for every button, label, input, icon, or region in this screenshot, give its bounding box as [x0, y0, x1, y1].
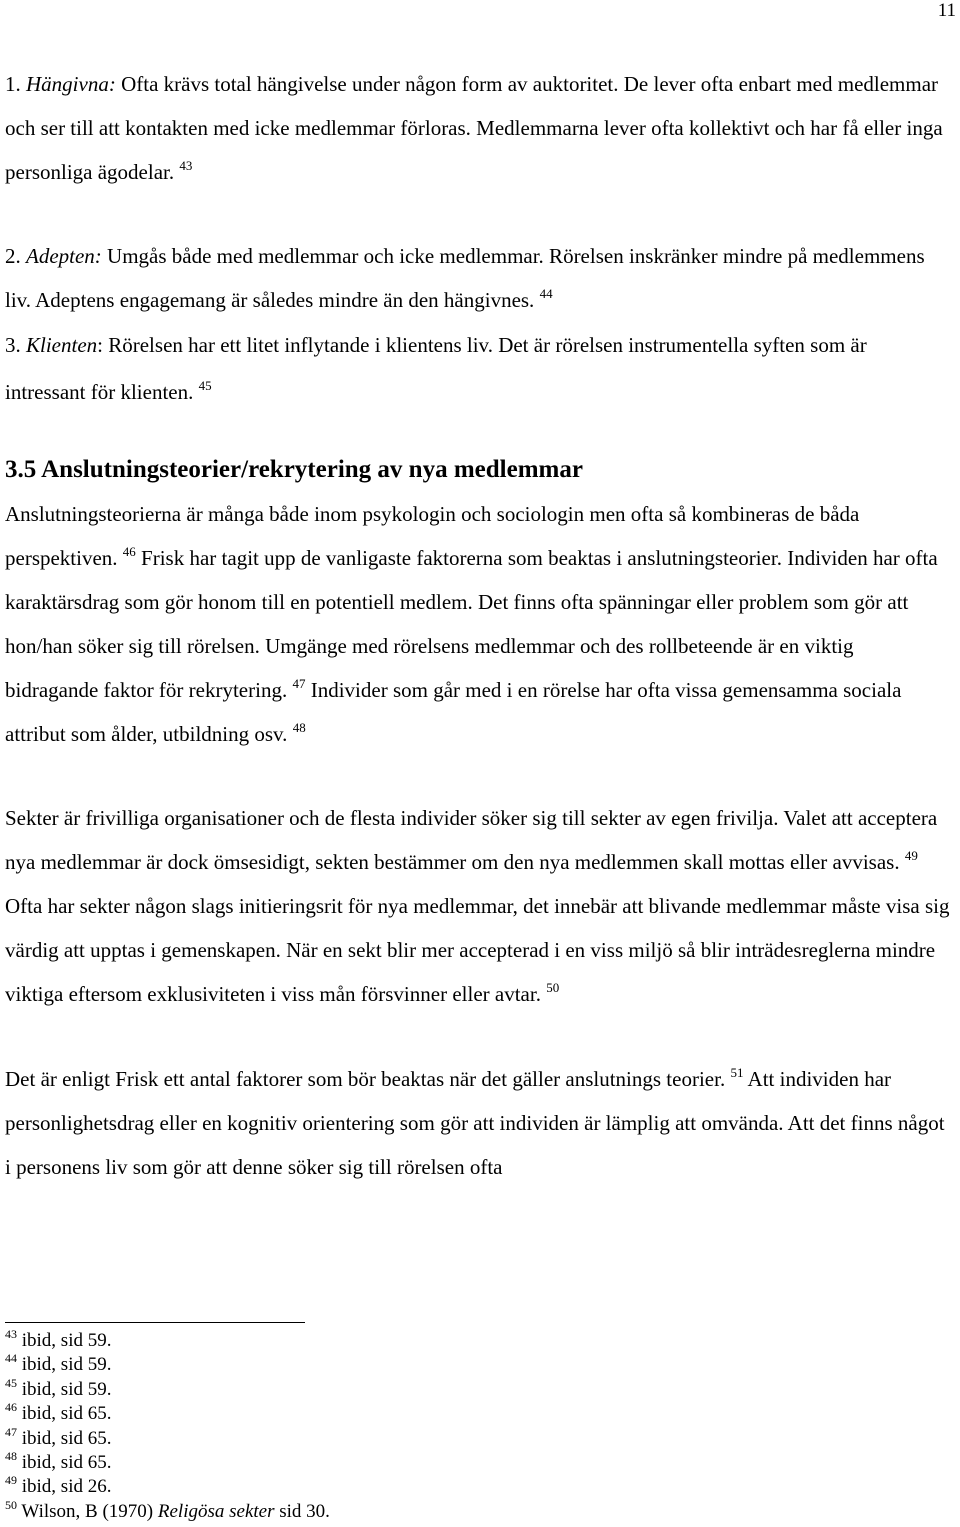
- footnotes: [5, 1322, 905, 1524]
- book-title: Religösa sekter: [157, 1500, 275, 1522]
- footnote-divider: [5, 1322, 305, 1323]
- paragraph: Sekter är frivilliga organisationer och de flesta individer söker sig till sekter av egen frivilja. Valet att acceptera nya medlemmar är dock ömsesidigt, sekten bestämmer om den nya medlemmen skall mottas eller avvisas. $^{49}$ Ofta har sekter någon slags initieringsrit för nya medlemmar, det innebär att blivande medlemmar måste visa sig värdig att upptas i gemenskapen. När en sekt blir mer accepterad i en viss miljö så blir inträdesreglerna mindre viktiga eftersom exklusiviteten i viss mån försvinner eller avtar. $^{50}$: [5, 806, 950, 1006]
- footnote-ref[interactable]: 51: [730, 1065, 744, 1080]
- footnote-ref[interactable]: 49: [904, 848, 918, 863]
- list-item-2: [5, 234, 950, 322]
- footnote-ref[interactable]: 44: [539, 286, 553, 301]
- paragraph: Det är enligt Frisk ett antal faktorer som bör beaktas när det gäller anslutnings teorier. $^{51}$ Att individen har personlighetsdrag eller en kognitiv orientering som gör att individen är lämplig att omvända. Att det finns något i personens liv som gör att denne söker sig till rörelsen ofta: [5, 1065, 945, 1179]
- footnote: $^{43}$ ibid, sid 59.: [5, 1327, 112, 1351]
- section-heading: 3.5 Anslutningsteorier/rekrytering av nya medlemmar: [5, 456, 583, 483]
- footnote-ref[interactable]: 46: [122, 544, 136, 559]
- footnote-ref[interactable]: 48: [292, 720, 306, 735]
- list-term: Hängivna:: [26, 72, 116, 96]
- footnote-ref[interactable]: 43: [179, 158, 193, 173]
- footnote: $^{50}$ Wilson, B (1970) Religösa sekter sid 30.: [5, 1497, 330, 1522]
- footnote: $^{44}$ ibid, sid 59.: [5, 1351, 112, 1376]
- footnote: $^{48}$ ibid, sid 65.: [5, 1449, 112, 1474]
- document-body: [5, 62, 950, 1189]
- footnote-ref[interactable]: 47: [292, 676, 306, 691]
- list-term: Klienten: [26, 333, 98, 357]
- list-text: : Rörelsen har ett litet inflytande i klientens liv. Det är rörelsen instrumentella syften som är intressant för klienten.: [5, 333, 867, 404]
- footnote-ref[interactable]: 45: [198, 378, 212, 393]
- list-term: Adepten:: [26, 244, 102, 268]
- footnote-ref[interactable]: 50: [546, 980, 560, 995]
- list-number: 1.: [5, 72, 21, 96]
- list-text: Umgås både med medlemmar och icke medlemmar. Rörelsen inskränker mindre på medlemmens liv. Adeptens engagemang är således mindre än den hängivnes.: [5, 244, 925, 312]
- footnote: $^{45}$ ibid, sid 59.: [5, 1375, 112, 1400]
- list-number: 2.: [5, 244, 21, 268]
- footnote: $^{46}$ ibid, sid 65.: [5, 1400, 112, 1425]
- footnote: $^{47}$ ibid, sid 65.: [5, 1424, 112, 1449]
- page-number: 11: [937, 0, 956, 21]
- list-text: Ofta krävs total hängivelse under någon form av auktoritet. De lever ofta enbart med medlemmar och ser till att kontakten med icke medlemmar förloras. Medlemmarna lever ofta kollektivt och har få eller inga personliga ägodelar.: [5, 72, 943, 184]
- paragraph: Anslutningsteorierna är många både inom psykologin och sociologin men ofta så kombineras de båda perspektiven. $^{46}$ Frisk har tagit upp de vanligaste faktorerna som beaktas i anslutningsteorier. Individen har ofta karaktärsdrag som gör honom till en potentiell medlem. Det finns ofta spänningar eller problem som gör att hon/han söker sig till rörelsen. Umgänge med rörelsens medlemmar och des rollbeteende är en viktig bidragande faktor för rekrytering. $^{47}$ Individer som går med i en rörelse har ofta vissa gemensamma sociala attribut som ålder, utbildning osv. $^{48}$: [5, 502, 938, 746]
- footnote: $^{49}$ ibid, sid 26.: [5, 1473, 112, 1498]
- list-item-3: [5, 322, 950, 416]
- list-number: 3.: [5, 333, 21, 357]
- list-item-1: [5, 62, 950, 194]
